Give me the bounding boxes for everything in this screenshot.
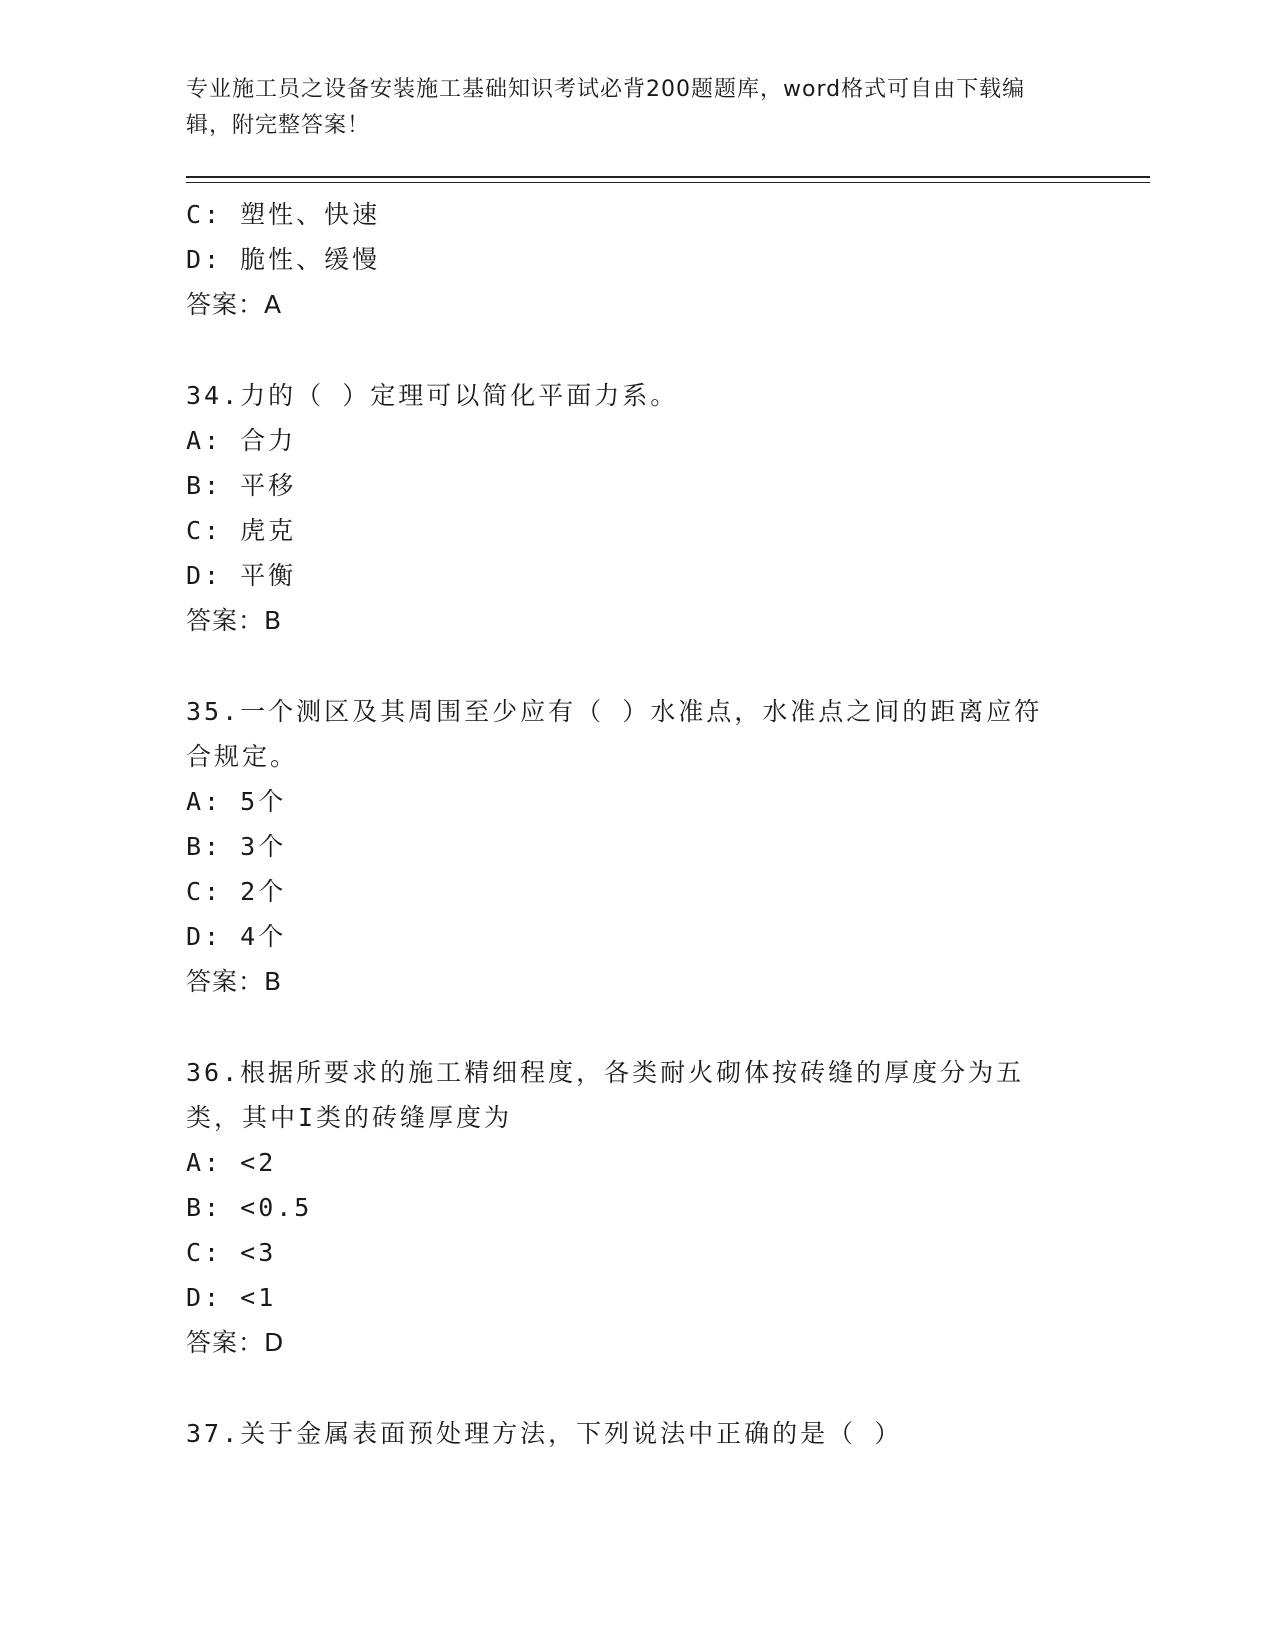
option-c: C: 虎克	[186, 516, 297, 545]
answer-line: 答案：D	[186, 1328, 285, 1357]
option-c: C: <3	[186, 1238, 277, 1267]
header-divider-thick	[186, 176, 1150, 178]
option-a: A: <2	[186, 1148, 277, 1177]
question-block-37	[186, 1411, 1086, 1456]
question-text: 34.力的（ ）定理可以简化平面力系。	[186, 381, 679, 410]
option-b: B: 3个	[186, 832, 287, 861]
question-block-33	[186, 192, 1086, 327]
question-list	[186, 192, 1086, 1456]
option-d: D: 脆性、缓慢	[186, 245, 381, 274]
option-a: A: 合力	[186, 426, 297, 455]
option-b: B: 平移	[186, 471, 297, 500]
question-block-34	[186, 373, 1086, 643]
option-d: D: 4个	[186, 922, 287, 951]
option-d: D: 平衡	[186, 561, 297, 590]
header-divider-thin	[186, 182, 1150, 183]
option-c: C: 2个	[186, 877, 287, 906]
question-text: 37.关于金属表面预处理方法，下列说法中正确的是（ ）	[186, 1419, 903, 1448]
option-c: C: 塑性、快速	[186, 200, 381, 229]
answer-line: 答案：B	[186, 606, 283, 635]
question-block-35	[186, 689, 1086, 1004]
option-a: A: 5个	[186, 787, 287, 816]
answer-line: 答案：A	[186, 290, 283, 319]
question-block-36	[186, 1050, 1086, 1365]
option-d: D: <1	[186, 1283, 277, 1312]
option-b: B: <0.5	[186, 1193, 313, 1222]
answer-line: 答案：B	[186, 967, 283, 996]
question-text: 35.一个测区及其周围至少应有（ ）水准点，水准点之间的距离应符合规定。	[186, 697, 1043, 771]
document-title: 专业施工员之设备安装施工基础知识考试必背200题题库，word格式可自由下载编辑，附完整答案！	[186, 77, 1026, 138]
document-header	[186, 72, 1066, 144]
question-text: 36.根据所要求的施工精细程度，各类耐火砌体按砖缝的厚度分为五类，其中I类的砖缝厚度为	[186, 1058, 1025, 1132]
